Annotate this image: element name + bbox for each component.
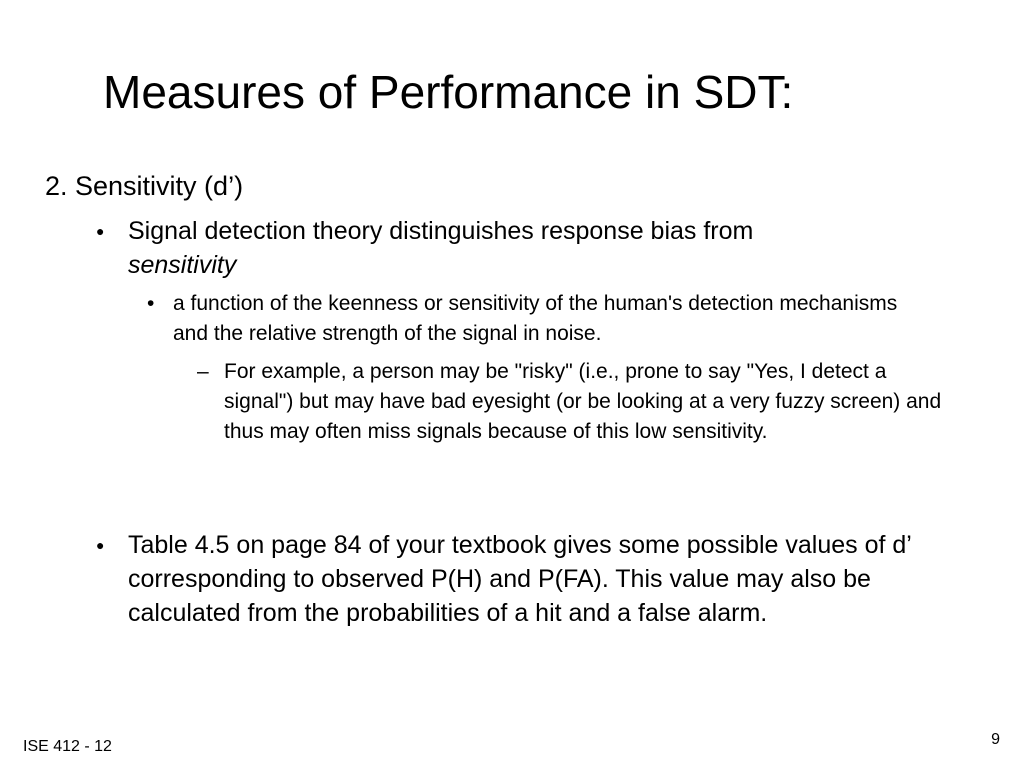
footer-course-label: ISE 412 - 12 [23,738,112,755]
sub-bullet-text: a function of the keenness or sensitivity of the human's detection mechanisms and the relative strength of the signal in noise. [173,292,898,345]
dash-bullet-marker: – [197,360,209,383]
sub-bullet-marker: • [147,292,155,315]
dash-bullet-item-example [197,357,949,447]
footer-page-number: 9 [991,731,1000,748]
dash-bullet-text: For example, a person may be "risky" (i.e., prone to say "Yes, I detect a signal") but may have bad eyesight (or be looking at a very fuzzy screen) and thus may often miss signals because of this low sensitivity. [224,360,942,443]
bullet-emphasis: sensitivity [128,251,237,279]
bullet-marker: ● [96,223,105,239]
sub-bullet-item-definition [147,289,933,349]
bullet-text: Table 4.5 on page 84 of your textbook gives some possible values of d’ corresponding to observed P(H) and P(FA). This value may also be calculated from the probabilities of a hit and a false alarm. [128,531,911,627]
section-heading: 2. Sensitivity (d’) [45,171,244,201]
bullet-item-table-reference [96,528,988,630]
bullet-text: Signal detection theory distinguishes response bias from [128,217,754,245]
bullet-item-bias-sensitivity [96,214,988,282]
bullet-marker: ● [96,537,105,553]
slide-title: Measures of Performance in SDT: [103,66,794,118]
